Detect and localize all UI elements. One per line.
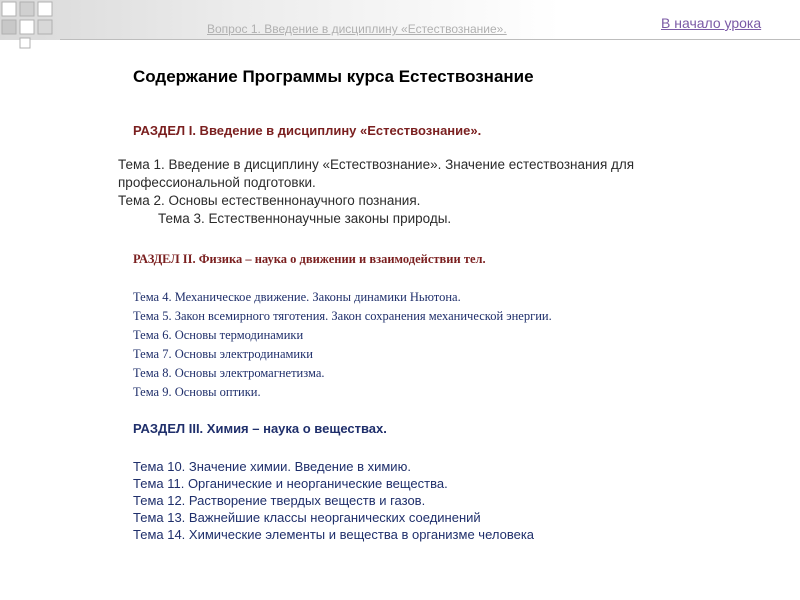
topic-line: Тема 5. Закон всемирного тяготения. Закон сохранения механической энергии.	[133, 309, 552, 323]
home-link[interactable]: В начало урока	[661, 15, 762, 31]
topic-line: Тема 11. Органические и неорганические вещества.	[133, 476, 448, 491]
topic-line: Тема 12. Растворение твердых веществ и газов.	[133, 493, 426, 508]
section-1-topics	[118, 156, 738, 228]
topic-line: Тема 9. Основы оптики.	[133, 385, 261, 399]
topic-line: Тема 8. Основы электромагнетизма.	[133, 366, 325, 380]
question-link[interactable]: Вопрос 1. Введение в дисциплину «Естествознание».	[207, 22, 507, 36]
topic-line: профессиональной подготовки.	[118, 175, 316, 190]
section-2-heading: РАЗДЕЛ II. Физика – наука о движении и взаимодействии тел.	[133, 252, 486, 266]
topic-line: Тема 1. Введение в дисциплину «Естествознание». Значение естествознания для	[118, 157, 635, 172]
topic-line: Тема 7. Основы электродинамики	[133, 347, 313, 361]
section-1-heading: РАЗДЕЛ I. Введение в дисциплину «Естествознание».	[133, 123, 482, 138]
topic-line: Тема 2. Основы естественнонаучного познания.	[118, 193, 421, 208]
section-3-topics	[133, 458, 534, 543]
topic-line: Тема 3. Естественнонаучные законы природы.	[158, 211, 452, 226]
topic-line: Тема 4. Механическое движение. Законы динамики Ньютона.	[133, 290, 461, 304]
topic-line: Тема 14. Химические элементы и вещества в организме человека	[133, 527, 535, 542]
section-2-topics	[133, 288, 552, 402]
topic-line: Тема 10. Значение химии. Введение в химию.	[133, 459, 411, 474]
corner-squares-decoration	[0, 0, 70, 50]
page-title: Содержание Программы курса Естествознание	[133, 67, 534, 86]
topic-line: Тема 6. Основы термодинамики	[133, 328, 304, 342]
section-3-heading: РАЗДЕЛ III. Химия – наука о веществах.	[133, 421, 387, 436]
topic-line: Тема 13. Важнейшие классы неорганических соединений	[133, 510, 481, 525]
